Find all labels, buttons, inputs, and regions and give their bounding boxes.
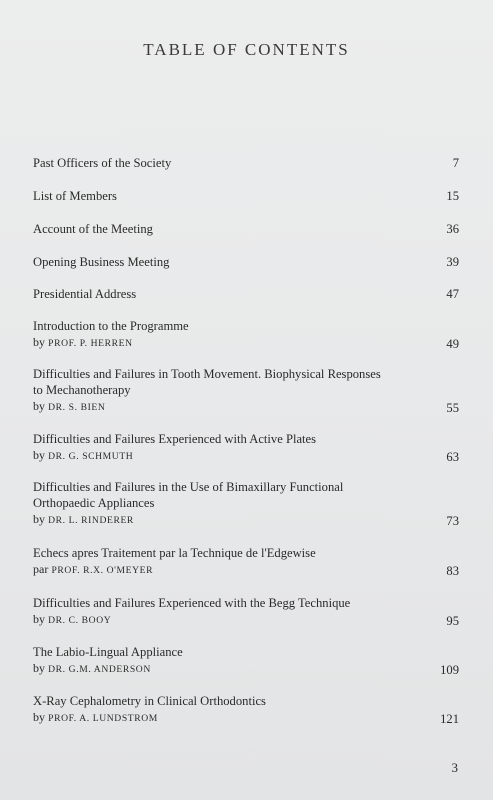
toc-entry-page-number: 47 bbox=[446, 287, 459, 301]
toc-entry bbox=[33, 221, 459, 237]
author-name: DR. L. RINDERER bbox=[48, 515, 134, 526]
toc-entry-title-line: Difficulties and Failures Experienced with Active Plates bbox=[33, 432, 317, 446]
toc-entry-page-number: 83 bbox=[446, 564, 459, 578]
toc-entry-page-number: 15 bbox=[446, 189, 459, 203]
toc-entry-byline bbox=[33, 334, 459, 352]
toc-entry bbox=[33, 366, 459, 416]
byline-prefix: by bbox=[33, 661, 45, 675]
byline-prefix: par bbox=[33, 562, 49, 576]
byline-prefix: by bbox=[33, 399, 45, 413]
byline-prefix: by bbox=[33, 710, 45, 724]
toc-entry-title-line: Account of the Meeting bbox=[33, 222, 153, 236]
toc-entry bbox=[33, 155, 459, 171]
toc-entry-page-number: 73 bbox=[446, 514, 459, 528]
toc-entry bbox=[33, 431, 459, 465]
toc-entry-title-line: Opening Business Meeting bbox=[33, 255, 170, 269]
toc-entry bbox=[33, 254, 459, 270]
page-title: TABLE OF CONTENTS bbox=[143, 40, 350, 59]
toc-entry-byline bbox=[33, 398, 459, 416]
byline-prefix: by bbox=[33, 335, 45, 349]
author-name: DR. G. SCHMUTH bbox=[48, 451, 134, 462]
toc-entry-byline bbox=[33, 447, 459, 465]
toc-entry-page-number: 121 bbox=[440, 712, 459, 726]
toc-entry-title-line: Introduction to the Programme bbox=[33, 319, 189, 333]
toc-entry bbox=[33, 318, 459, 352]
toc-entry-page-number: 36 bbox=[446, 222, 459, 236]
toc-entry bbox=[33, 479, 459, 529]
byline-prefix: by bbox=[33, 448, 45, 462]
toc-entry-title-line: List of Members bbox=[33, 189, 117, 203]
toc-entry-title-line: The Labio-Lingual Appliance bbox=[33, 645, 183, 659]
toc-entry-title-line: X-Ray Cephalometry in Clinical Orthodontics bbox=[33, 694, 266, 708]
toc-entry-title-line: Presidential Address bbox=[33, 287, 137, 301]
toc-entry-title-line: Orthopaedic Appliances bbox=[33, 496, 155, 510]
author-name: PROF. P. HERREN bbox=[48, 338, 133, 349]
author-name: PROF. R.X. O'MEYER bbox=[51, 565, 154, 576]
toc-entry bbox=[33, 644, 459, 678]
author-name: DR. G.M. ANDERSON bbox=[48, 664, 151, 675]
toc-entry bbox=[33, 188, 459, 204]
toc-entry-page-number: 109 bbox=[440, 663, 459, 677]
toc-entry-page-number: 95 bbox=[446, 614, 459, 628]
toc-entry-page-number: 55 bbox=[446, 401, 459, 415]
toc-entry-title-line: to Mechanotherapy bbox=[33, 383, 131, 397]
toc-entry-title-line: Difficulties and Failures Experienced with the Begg Technique bbox=[33, 596, 351, 610]
toc-entry-page-number: 49 bbox=[446, 337, 459, 351]
toc-entry-title-line: Difficulties and Failures in Tooth Movement. Biophysical Responses bbox=[33, 367, 381, 381]
toc-entry bbox=[33, 595, 459, 629]
toc-entry bbox=[33, 545, 459, 579]
toc-entry-page-number: 63 bbox=[446, 450, 459, 464]
toc-entry-byline bbox=[33, 709, 459, 727]
toc-entry-title-line: Echecs apres Traitement par la Technique de l'Edgewise bbox=[33, 546, 316, 560]
toc-entry-title-line: Past Officers of the Society bbox=[33, 156, 172, 170]
toc-entry-byline bbox=[33, 660, 459, 678]
author-name: PROF. A. LUNDSTROM bbox=[48, 713, 158, 724]
byline-prefix: by bbox=[33, 512, 45, 526]
author-name: DR. S. BIEN bbox=[48, 402, 106, 413]
author-name: DR. C. BOOY bbox=[48, 615, 112, 626]
toc-entry-page-number: 7 bbox=[452, 156, 459, 170]
toc-entry-byline bbox=[33, 511, 459, 529]
footer-page-number: 3 bbox=[451, 760, 458, 775]
byline-prefix: by bbox=[33, 612, 45, 626]
toc-entry-title-line: Difficulties and Failures in the Use of Bimaxillary Functional bbox=[33, 480, 344, 494]
toc-entry-byline bbox=[33, 611, 459, 629]
toc-entry-page-number: 39 bbox=[446, 255, 459, 269]
toc-entry bbox=[33, 693, 459, 727]
toc-entry-byline bbox=[33, 561, 459, 579]
toc-entry bbox=[33, 286, 459, 302]
